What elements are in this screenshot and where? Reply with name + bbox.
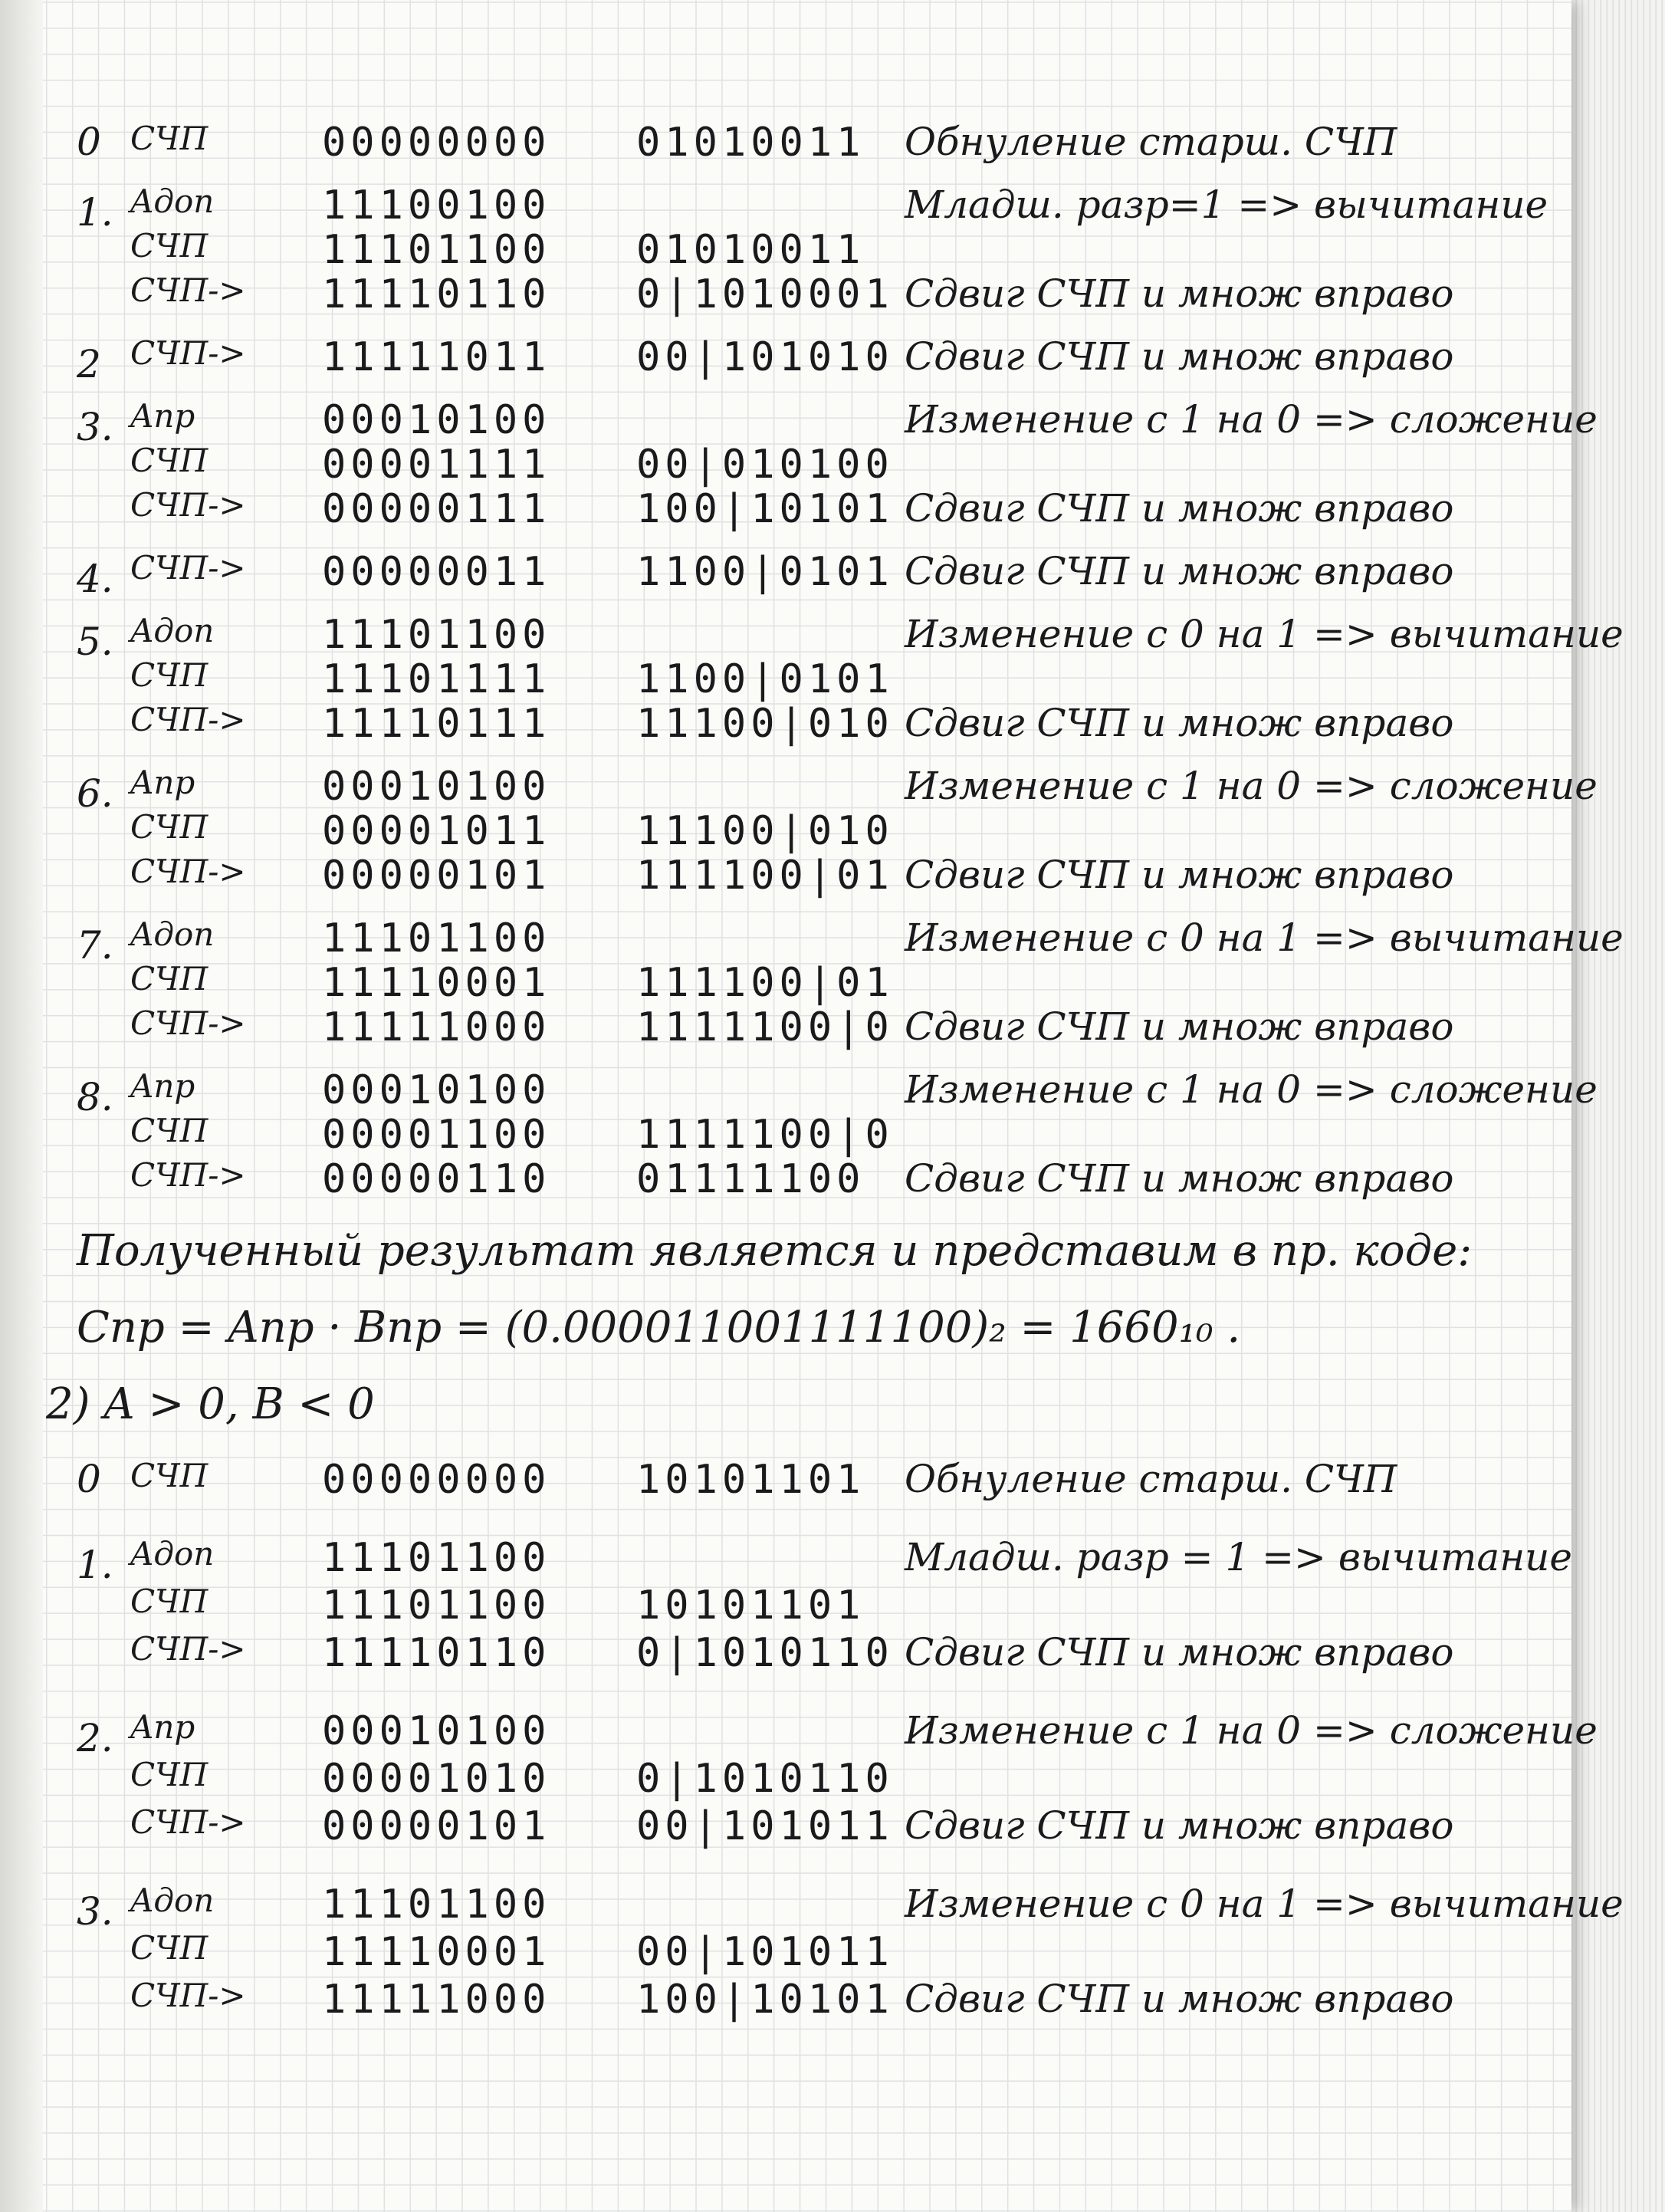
register-label: Aпр <box>130 1067 195 1105</box>
register-label: СЧП-> <box>130 1977 246 2014</box>
register-value: 00000101 <box>322 1803 551 1849</box>
step-number: 6. <box>77 771 113 816</box>
register-label: СЧП-> <box>130 1803 246 1841</box>
register-label: Aдоп <box>130 612 215 649</box>
register-label: СЧП-> <box>130 853 246 890</box>
register-value: 00000111 <box>322 486 551 532</box>
step-description: Младш. разр = 1 => вычитание <box>905 1535 1572 1579</box>
register-value: 00000110 <box>322 1156 551 1202</box>
register-label: СЧП-> <box>130 1156 246 1194</box>
register-label: Aпр <box>130 764 195 801</box>
register-value: 11111011 <box>322 334 551 380</box>
step-description: Изменение с 1 на 0 => сложение <box>905 1708 1598 1753</box>
step-description: Младш. разр=1 => вычитание <box>905 182 1548 227</box>
step-description: Сдвиг СЧП и множ вправо <box>905 701 1454 745</box>
register-value: 00001100 <box>322 1112 551 1158</box>
step-number: 1. <box>77 1543 113 1587</box>
step-description: Обнуление старш. СЧП <box>905 1457 1397 1501</box>
multiplier-value: 0|1010110 <box>636 1756 894 1802</box>
multiplier-value: 100|10101 <box>636 1977 894 2023</box>
register-label: СЧП <box>130 1112 209 1149</box>
register-value: 11101100 <box>322 227 551 273</box>
part2-heading: 2) A > 0, B < 0 <box>46 1379 375 1429</box>
register-label: СЧП-> <box>130 701 246 738</box>
multiplier-value: 00|101011 <box>636 1803 894 1849</box>
multiplier-value: 111100|01 <box>636 853 894 899</box>
step-description: Сдвиг СЧП и множ вправо <box>905 1156 1454 1201</box>
step-description: Сдвиг СЧП и множ вправо <box>905 334 1454 379</box>
register-label: СЧП-> <box>130 334 246 372</box>
register-label: СЧП <box>130 1583 209 1620</box>
step-description: Сдвиг СЧП и множ вправо <box>905 271 1454 316</box>
step-description: Обнуление старш. СЧП <box>905 120 1397 164</box>
register-label: СЧП-> <box>130 1630 246 1668</box>
multiplier-value: 1100|0101 <box>636 549 894 595</box>
register-label: СЧП <box>130 227 209 265</box>
register-value: 00010100 <box>322 764 551 810</box>
multiplier-value: 10101101 <box>636 1583 865 1629</box>
step-number: 5. <box>77 620 113 664</box>
register-value: 11100100 <box>322 182 551 228</box>
register-value: 00001011 <box>322 808 551 854</box>
register-label: Aпр <box>130 1708 195 1746</box>
step-number: 3. <box>77 1889 113 1934</box>
step-number: 1. <box>77 190 113 235</box>
result-formula: Cпр = Aпр · Bпр = (0.000011001111100)₂ = 1660₁₀ . <box>77 1303 1241 1353</box>
multiplier-value: 10101101 <box>636 1457 865 1503</box>
step-description: Изменение с 1 на 0 => сложение <box>905 1067 1598 1112</box>
register-value: 11110110 <box>322 271 551 317</box>
register-label: СЧП-> <box>130 486 246 524</box>
register-value: 11110001 <box>322 1929 551 1975</box>
register-value: 11110001 <box>322 960 551 1006</box>
multiplier-value: 00|101011 <box>636 1929 894 1975</box>
register-label: СЧП-> <box>130 271 246 309</box>
step-description: Сдвиг СЧП и множ вправо <box>905 1630 1454 1675</box>
step-description: Изменение с 1 на 0 => сложение <box>905 764 1598 808</box>
multiplier-value: 100|10101 <box>636 486 894 532</box>
register-value: 11111000 <box>322 1004 551 1050</box>
register-label: СЧП <box>130 1929 209 1967</box>
register-label: СЧП <box>130 656 209 694</box>
register-label: СЧП-> <box>130 549 246 587</box>
register-value: 11101100 <box>322 612 551 658</box>
register-value: 11110111 <box>322 701 551 747</box>
register-value: 00001010 <box>322 1756 551 1802</box>
multiplier-value: 111100|01 <box>636 960 894 1006</box>
register-label: СЧП <box>130 120 209 157</box>
step-number: 0 <box>77 1457 101 1501</box>
step-number: 2. <box>77 1716 113 1760</box>
register-label: Aдоп <box>130 915 215 953</box>
step-description: Сдвиг СЧП и множ вправо <box>905 1977 1454 2021</box>
step-number: 0 <box>77 120 101 164</box>
register-label: СЧП <box>130 960 209 998</box>
multiplier-value: 00|010100 <box>636 442 894 488</box>
step-number: 3. <box>77 405 113 449</box>
step-description: Сдвиг СЧП и множ вправо <box>905 549 1454 593</box>
multiplier-value: 11100|010 <box>636 808 894 854</box>
register-label: Aпр <box>130 397 195 435</box>
register-label: СЧП <box>130 1457 209 1494</box>
multiplier-value: 01111100 <box>636 1156 865 1202</box>
register-label: СЧП <box>130 1756 209 1793</box>
multiplier-value: 01010011 <box>636 227 865 273</box>
register-value: 11101100 <box>322 1535 551 1581</box>
register-value: 00000000 <box>322 1457 551 1503</box>
step-description: Сдвиг СЧП и множ вправо <box>905 486 1454 531</box>
step-number: 2 <box>77 342 101 386</box>
register-value: 00001111 <box>322 442 551 488</box>
result-summary: Полученный результат является и представим в пр. коде: <box>77 1226 1473 1276</box>
register-label: СЧП <box>130 442 209 479</box>
register-value: 00000011 <box>322 549 551 595</box>
step-description: Изменение с 1 на 0 => сложение <box>905 397 1598 442</box>
register-value: 00010100 <box>322 397 551 443</box>
register-value: 00010100 <box>322 1708 551 1754</box>
register-label: Aдоп <box>130 1882 215 1919</box>
register-value: 00000000 <box>322 120 551 166</box>
step-number: 7. <box>77 923 113 968</box>
multiplier-value: 1111100|0 <box>636 1112 894 1158</box>
multiplier-value: 0|1010110 <box>636 1630 894 1676</box>
step-description: Сдвиг СЧП и множ вправо <box>905 853 1454 897</box>
register-label: СЧП-> <box>130 1004 246 1042</box>
register-label: Aдоп <box>130 182 215 220</box>
multiplier-value: 1100|0101 <box>636 656 894 702</box>
register-value: 11110110 <box>322 1630 551 1676</box>
multiplier-value: 11100|010 <box>636 701 894 747</box>
register-label: Aдоп <box>130 1535 215 1573</box>
multiplier-value: 1111100|0 <box>636 1004 894 1050</box>
step-description: Изменение с 0 на 1 => вычитание <box>905 612 1624 656</box>
register-value: 00010100 <box>322 1067 551 1113</box>
step-description: Изменение с 0 на 1 => вычитание <box>905 1882 1624 1926</box>
multiplier-value: 0|1010001 <box>636 271 894 317</box>
step-number: 8. <box>77 1075 113 1119</box>
step-description: Сдвиг СЧП и множ вправо <box>905 1803 1454 1848</box>
register-label: СЧП <box>130 808 209 846</box>
step-number: 4. <box>77 557 113 601</box>
page-binding <box>0 0 43 2212</box>
register-value: 11111000 <box>322 1977 551 2023</box>
register-value: 00000101 <box>322 853 551 899</box>
step-description: Сдвиг СЧП и множ вправо <box>905 1004 1454 1049</box>
register-value: 11101100 <box>322 915 551 961</box>
step-description: Изменение с 0 на 1 => вычитание <box>905 915 1624 960</box>
register-value: 11101111 <box>322 656 551 702</box>
multiplier-value: 00|101010 <box>636 334 894 380</box>
register-value: 11101100 <box>322 1583 551 1629</box>
register-value: 11101100 <box>322 1882 551 1928</box>
multiplier-value: 01010011 <box>636 120 865 166</box>
